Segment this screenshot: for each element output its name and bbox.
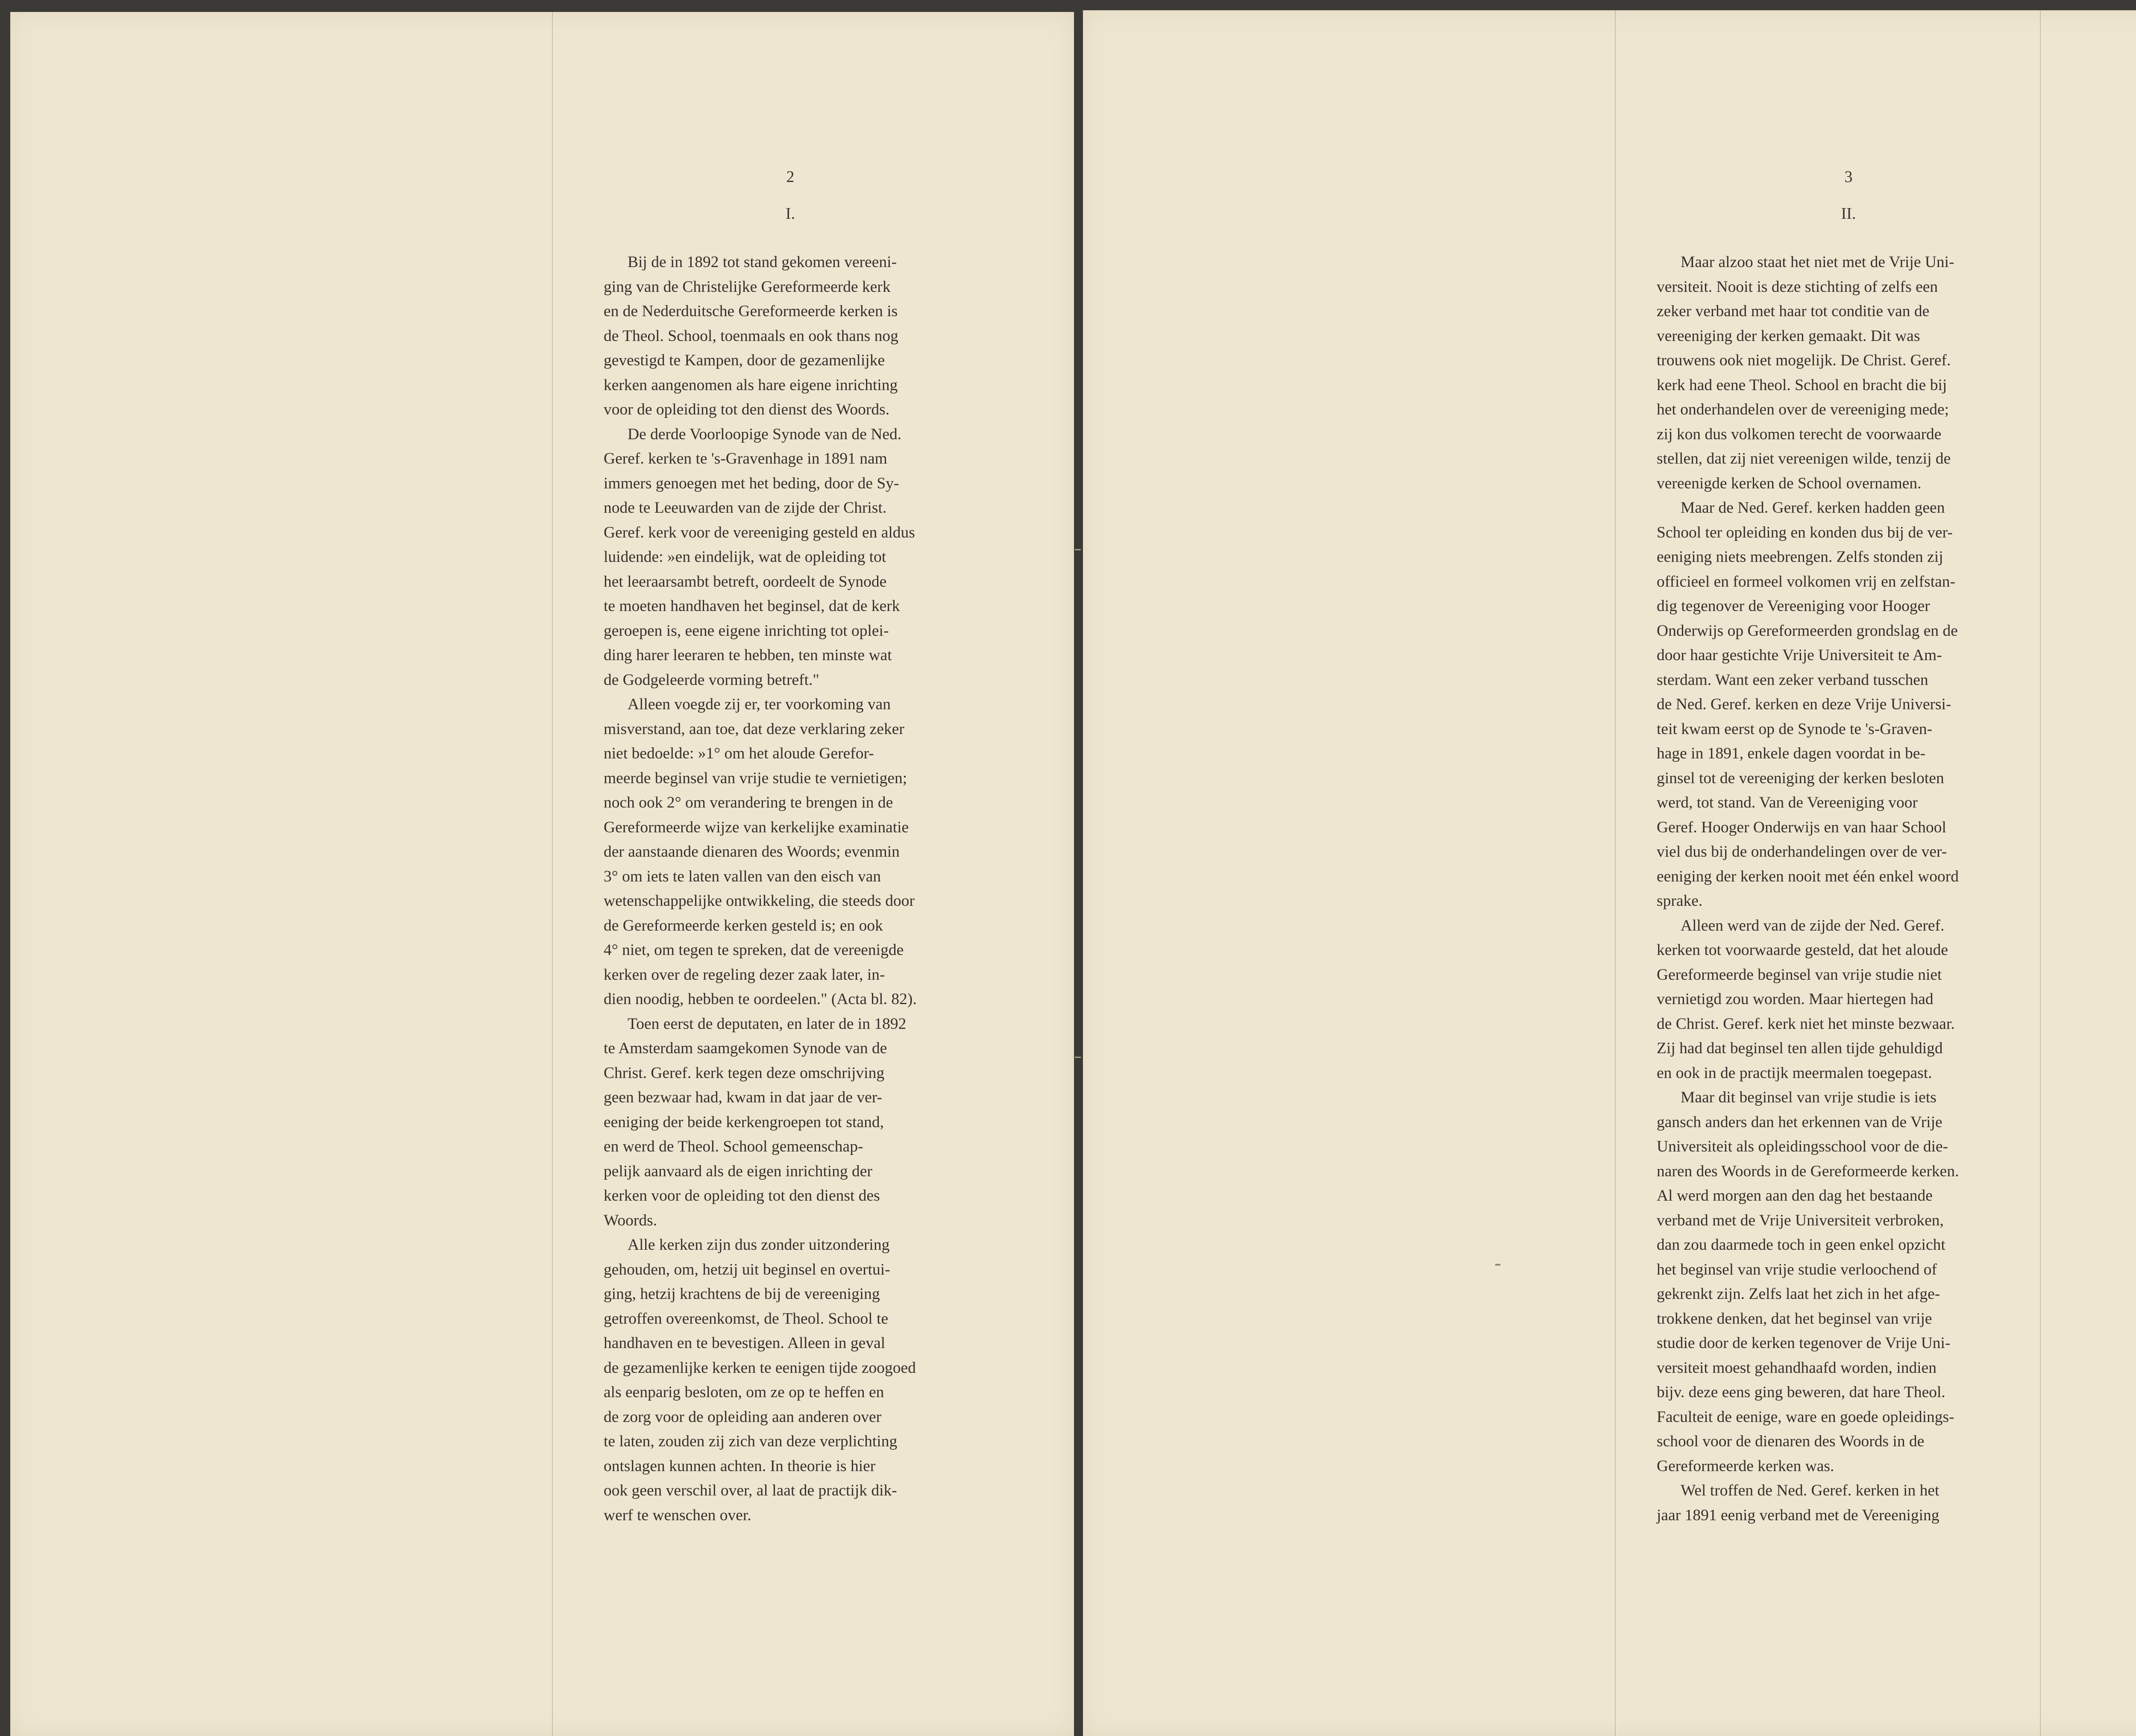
left-text-column bbox=[604, 250, 984, 1527]
paragraph: Bij de in 1892 tot stand gekomen vereeni- ging van de Christelijke Gereformeerde kerk en de Nederduitsche Gereformeerde kerken is de Theol. School, toenmaals en ook thans nog gevestigd te Kampen, door de gezamenlijke kerken aangenomen als hare eigene inrichting voor de opleiding tot den dienst des Woords. bbox=[604, 253, 898, 418]
paragraph: Wel troffen de Ned. Geref. kerken in het jaar 1891 eenig verband met de Vereeniging bbox=[1657, 1482, 1939, 1524]
paragraph: Alle kerken zijn dus zonder uitzondering gehouden, om, hetzij uit beginsel en overtui- ging, hetzij krachtens de bij de vereeniging getroffen overeenkomst, de Theol. School te handhaven en te bevestigen. Alleen in geval de gezamenlijke kerken te eenigen tijde zoogoed als eenparig besloten, om ze op te heffen en de zorg voor de opleiding aan anderen over te laten, zouden zij zich van deze verplichting ontslagen kunnen achten. In theorie is hier ook geen verschil over, al laat de practijk dik- werf te wenschen over. bbox=[604, 1236, 916, 1524]
paragraph: Maar dit beginsel van vrije studie is iets gansch anders dan het erkennen van de Vrije Universiteit als opleidingsschool voor de die- naren des Woords in de Gereformeerde kerken. Al werd morgen aan den dag het bestaande verband met de Vrije Universiteit verbroken, dan zou daarmede toch in geen enkel opzicht het beginsel van vrije studie verloochend of gekrenkt zijn. Zelfs laat het zich in het afge- trokkene denken, dat het beginsel van vrije studie door de kerken tegenover de Vrije Uni- versiteit moest gehandhaafd worden, indien bijv. deze eens ging beweren, dat hare Theol. Faculteit de eenige, ware en goede opleidings- school voor de dienaren des Woords in de Gereformeerde kerken was. bbox=[1657, 1089, 1959, 1475]
paragraph: Toen eerst de deputaten, en later de in 1892 te Amsterdam saamgekomen Synode van de Christ. Geref. kerk tegen deze omschrijving geen bezwaar had, kwam in dat jaar de ver- eeniging der beide kerkengroepen tot stand, en werd de Theol. School gemeenschap- pelijk aanvaard als de eigen inrichting der kerken voor de opleiding tot den dienst des Woords. bbox=[604, 1015, 907, 1229]
right-text-column bbox=[1657, 250, 2037, 1527]
page-number: 3 bbox=[1844, 168, 1853, 186]
section-title: II. bbox=[1841, 205, 1856, 223]
binding-mark bbox=[1075, 549, 1081, 550]
binding-mark bbox=[1075, 1057, 1081, 1058]
paragraph: Alleen werd van de zijde der Ned. Geref. kerken tot voorwaarde gesteld, dat het aloude Gereformeerde beginsel van vrije studie niet vernietigd zou worden. Maar hiertegen had de Christ. Geref. kerk niet het minste bezwaar. Zij had dat beginsel ten allen tijde gehuldigd en ook in de practijk meermalen toegepast. bbox=[1657, 916, 1955, 1082]
fold-crease bbox=[552, 12, 554, 1736]
section-title: I. bbox=[785, 205, 795, 223]
fold-crease bbox=[2040, 10, 2042, 1736]
paper-speck bbox=[1495, 1264, 1500, 1266]
paragraph: De derde Voorloopige Synode van de Ned. Geref. kerken te 's-Gravenhage in 1891 nam immers genoegen met het beding, door de Sy- node te Leeuwarden van de zijde der Christ. Geref. kerk voor de vereeniging gesteld en aldus luidende: »en eindelijk, wat de opleiding tot het leeraarsambt betreft, oordeelt de Synode te moeten handhaven het beginsel, dat de kerk geroepen is, eene eigene inrichting tot oplei- ding harer leeraren te hebben, ten minste wat de Godgeleerde vorming betreft." bbox=[604, 425, 915, 689]
page-number: 2 bbox=[786, 168, 795, 186]
paragraph: Alleen voegde zij er, ter voorkoming van misverstand, aan toe, dat deze verklaring zeker niet bedoelde: »1° om het aloude Gerefor- meerde beginsel van vrije studie te vernietigen; noch ook 2° om verandering te brengen in de Gereformeerde wijze van kerkelijke examinatie der aanstaande dienaren des Woords; evenmin 3° om iets te laten vallen van den eisch van wetenschappelijke ontwikkeling, die steeds door de Gereformeerde kerken gesteld is; en ook 4° niet, om tegen te spreken, dat de vereenigde kerken over de regeling dezer zaak later, in- dien noodig, hebben te oordeelen." (Acta bl. 82). bbox=[604, 696, 917, 1008]
paragraph: Maar alzoo staat het niet met de Vrije Uni- versiteit. Nooit is deze stichting of zelfs een zeker verband met haar tot conditie van de vereeniging der kerken gemaakt. Dit was trouwens ook niet mogelijk. De Christ. Geref. kerk had eene Theol. School en bracht die bij het onderhandelen over de vereeniging mede; zij kon dus volkomen terecht de voorwaarde stellen, dat zij niet vereenigen wilde, tenzij de vereenigde kerken de School overnamen. bbox=[1657, 253, 1954, 492]
paragraph: Maar de Ned. Geref. kerken hadden geen School ter opleiding en konden dus bij de ver- eeniging niets meebrengen. Zelfs stonden zij officieel en formeel volkomen vrij en zelfstan- dig tegenover de Vereeniging voor Hooger Onderwijs op Gereformeerden grondslag en de door haar gestichte Vrije Universiteit te Am- sterdam. Want een zeker verband tusschen de Ned. Geref. kerken en deze Vrije Universi- teit kwam eerst op de Synode te 's-Graven- hage in 1891, enkele dagen voordat in be- ginsel tot de vereeniging der kerken besloten werd, tot stand. Van de Vereeniging voor Geref. Hooger Onderwijs en van haar School viel dus bij de onderhandelingen over de ver- eeniging der kerken nooit met één enkel woord sprake. bbox=[1657, 499, 1959, 910]
fold-crease bbox=[1615, 10, 1617, 1736]
